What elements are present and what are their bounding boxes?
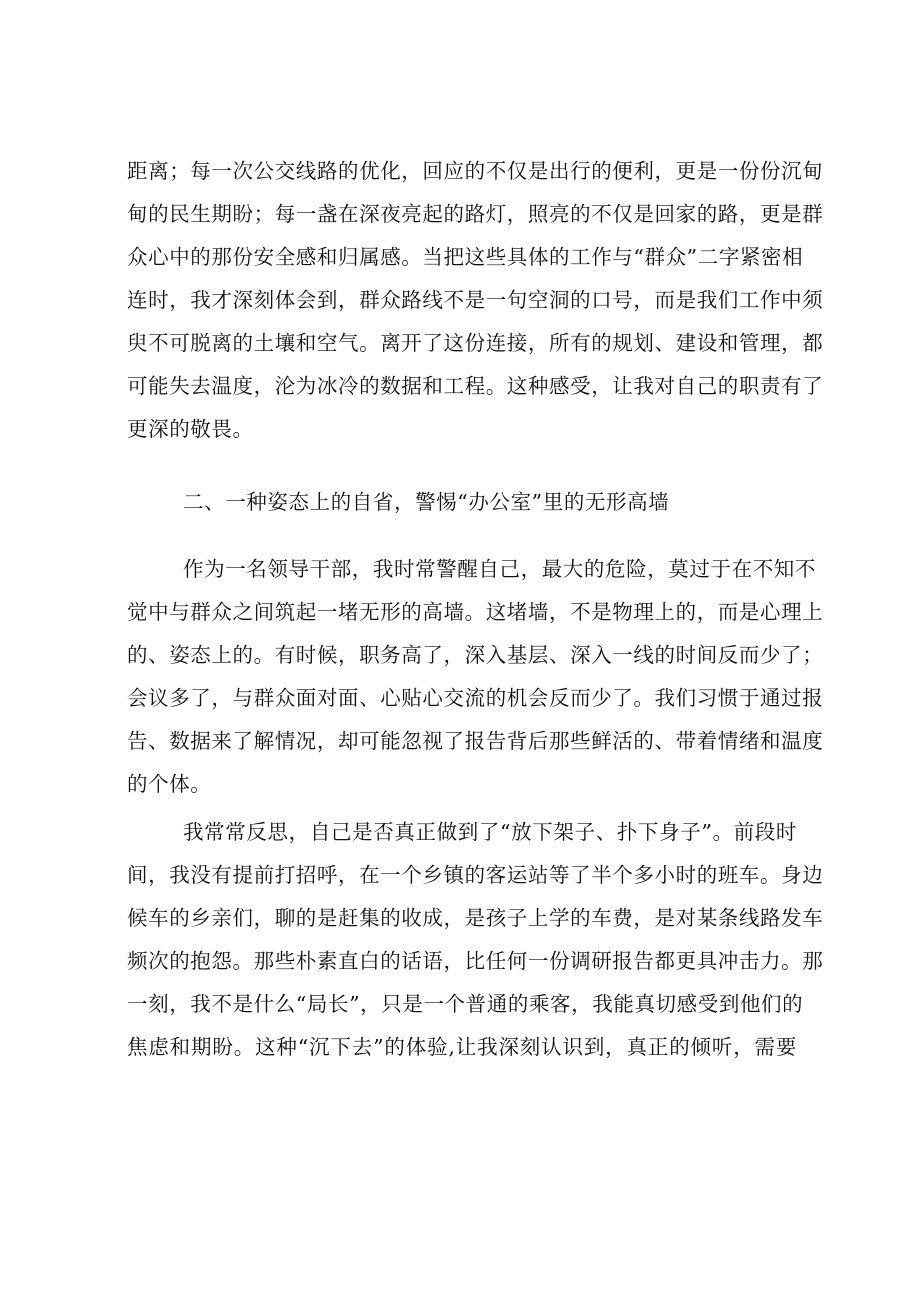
text-line: 的、姿态上的。有时候，职务高了，深入基层、深入一线的时间反而少了；	[127, 643, 824, 667]
text-line: 的个体。	[127, 772, 212, 796]
text-line: 间，我没有提前打招呼，在一个乡镇的客运站等了半个多小时的班车。身边	[127, 863, 824, 887]
text-line: 焦虑和期盼。这种“沉下去”的体验,让我深刻认识到，真正的倾听，需要	[127, 1035, 797, 1059]
heading-text: 二、一种姿态上的自省，警惕“办公室”里的无形高墙	[183, 490, 670, 514]
text-line: 臾不可脱离的土壤和空气。离开了这份连接，所有的规划、建设和管理，都	[127, 331, 824, 355]
text-line: 觉中与群众之间筑起一堵无形的高墙。这堵墙，不是物理上的，而是心理上	[127, 600, 824, 624]
paragraph-three	[127, 811, 824, 1069]
text-line: 众心中的那份安全感和归属感。当把这些具体的工作与“群众”二字紧密相	[127, 245, 804, 269]
text-line: 我常常反思，自己是否真正做到了“放下架子、扑下身子”。前段时	[183, 820, 797, 844]
text-line: 连时，我才深刻体会到，群众路线不是一句空洞的口号，而是我们工作中须	[127, 288, 824, 312]
paragraph-two	[127, 548, 824, 806]
continued-paragraph	[127, 150, 824, 451]
text-line: 距离；每一次公交线路的优化，回应的不仅是出行的便利，更是一份份沉甸	[127, 159, 824, 183]
text-line: 会议多了，与群众面对面、心贴心交流的机会反而少了。我们习惯于通过报	[127, 686, 824, 710]
text-line: 更深的敬畏。	[127, 417, 254, 441]
text-line: 告、数据来了解情况，却可能忽视了报告背后那些鲜活的、带着情绪和温度	[127, 729, 824, 753]
text-line: 甸的民生期盼；每一盏在深夜亮起的路灯，照亮的不仅是回家的路，更是群	[127, 202, 824, 226]
text-line: 频次的抱怨。那些朴素直白的话语，比任何一份调研报告都更具冲击力。那	[127, 949, 824, 973]
text-line: 候车的乡亲们，聊的是赶集的收成，是孩子上学的车费，是对某条线路发车	[127, 906, 824, 930]
section-heading	[127, 481, 797, 524]
text-line: 作为一名领导干部，我时常警醒自己，最大的危险，莫过于在不知不	[183, 557, 816, 581]
text-line: 一刻，我不是什么“局长”，只是一个普通的乘客，我能真切感受到他们的	[127, 992, 804, 1016]
text-line: 可能失去温度，沦为冰冷的数据和工程。这种感受，让我对自己的职责有了	[127, 374, 824, 398]
